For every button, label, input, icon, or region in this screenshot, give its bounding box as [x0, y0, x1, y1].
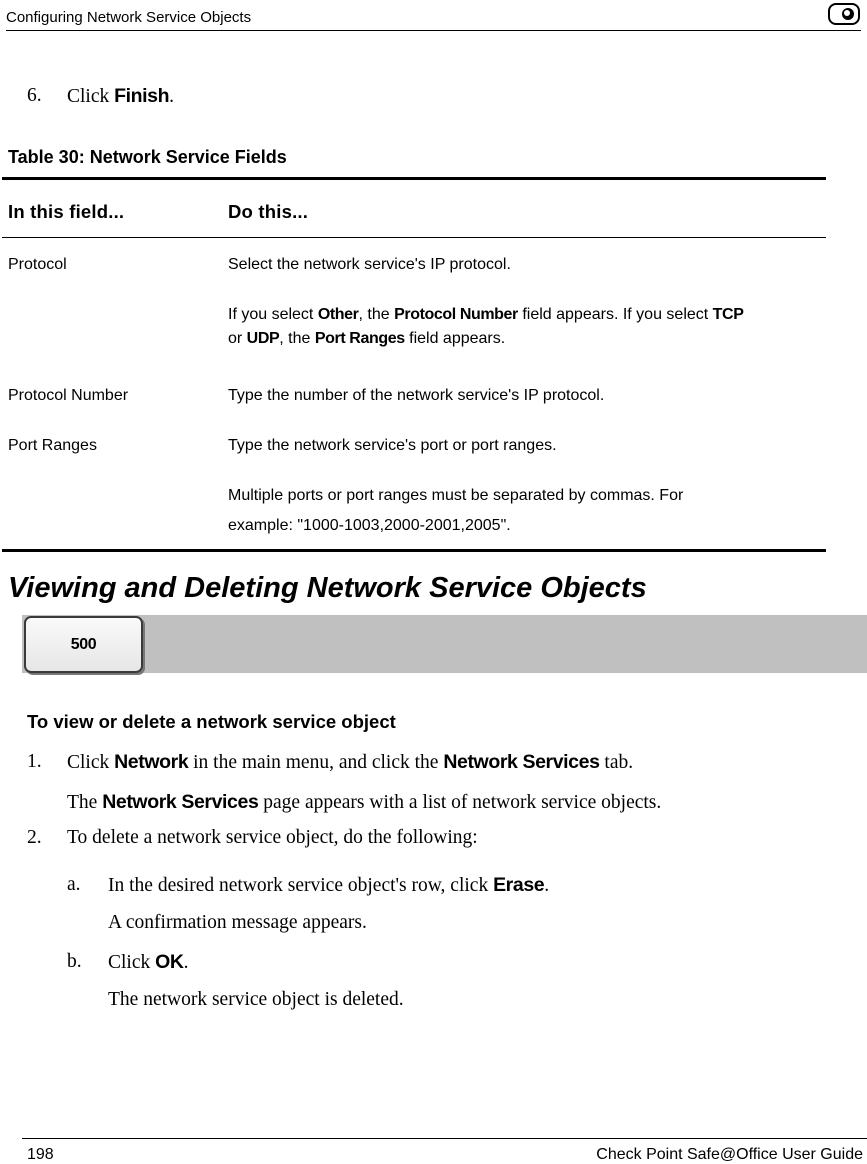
column-header-field: In this field... — [8, 201, 125, 222]
section-heading: Viewing and Deleting Network Service Objects — [8, 572, 647, 604]
field-protocol-number: Protocol Number — [8, 387, 129, 404]
erase-term: Erase — [493, 874, 545, 896]
desc-protocol-number: Type the number of the network service's IP protocol. — [228, 387, 605, 404]
table-bottom-rule — [2, 549, 826, 552]
column-header-action: Do this... — [228, 201, 309, 222]
desc-port-ranges-note-2: example: "1000-1003,2000-2001,2005". — [228, 517, 511, 534]
step-text: . — [169, 86, 175, 107]
table-caption: Table 30: Network Service Fields — [8, 147, 287, 167]
footer-divider — [22, 1138, 867, 1139]
product-badge-bar — [22, 615, 867, 673]
desc-port-ranges: Type the network service's port or port ranges. — [228, 437, 557, 454]
desc-protocol: Select the network service's IP protocol. — [228, 256, 511, 273]
step-text: Click — [67, 86, 115, 107]
table-header-rule — [2, 237, 826, 238]
step-number: 1. — [27, 751, 42, 772]
network-services-term: Network Services — [443, 751, 600, 773]
procedure-title: To view or delete a network service object — [27, 711, 396, 732]
step-2b-result: The network service object is deleted. — [108, 989, 404, 1010]
step-2a-result: A confirmation message appears. — [108, 912, 367, 933]
step-2a: a. In the desired network service object's row, click Erase. — [67, 874, 550, 896]
model-badge: 500 — [24, 616, 143, 673]
finish-term: Finish — [114, 85, 170, 107]
page-number: 198 — [27, 1146, 54, 1163]
network-term: Network — [114, 751, 189, 773]
ok-term: OK — [155, 951, 184, 973]
guide-title: Check Point Safe@Office User Guide — [596, 1146, 863, 1163]
step-1: 1. Click Network in the main menu, and click the Network Services tab. — [27, 751, 634, 773]
step-letter: b. — [67, 951, 82, 972]
running-header-title: Configuring Network Service Objects — [6, 9, 252, 26]
step-number: 6. — [27, 85, 42, 106]
field-port-ranges: Port Ranges — [8, 437, 97, 454]
field-protocol: Protocol — [8, 256, 67, 273]
desc-protocol-note: If you select Other, the Protocol Number field appears. If you select TCP or UDP, the Port Ranges field appears. — [228, 306, 744, 347]
step-1-result: The Network Services page appears with a list of network service objects. — [67, 791, 662, 813]
step-text: To delete a network service object, do the following: — [67, 827, 478, 848]
step-2 — [27, 826, 827, 850]
check-point-logo-icon — [828, 3, 860, 25]
step-number: 2. — [27, 827, 42, 848]
table-top-rule — [2, 177, 826, 180]
desc-port-ranges-note-1: Multiple ports or port ranges must be separated by commas. For — [228, 487, 684, 504]
header-divider — [6, 30, 861, 31]
step-letter: a. — [67, 874, 81, 895]
step-2b: b. Click OK. — [67, 951, 189, 973]
